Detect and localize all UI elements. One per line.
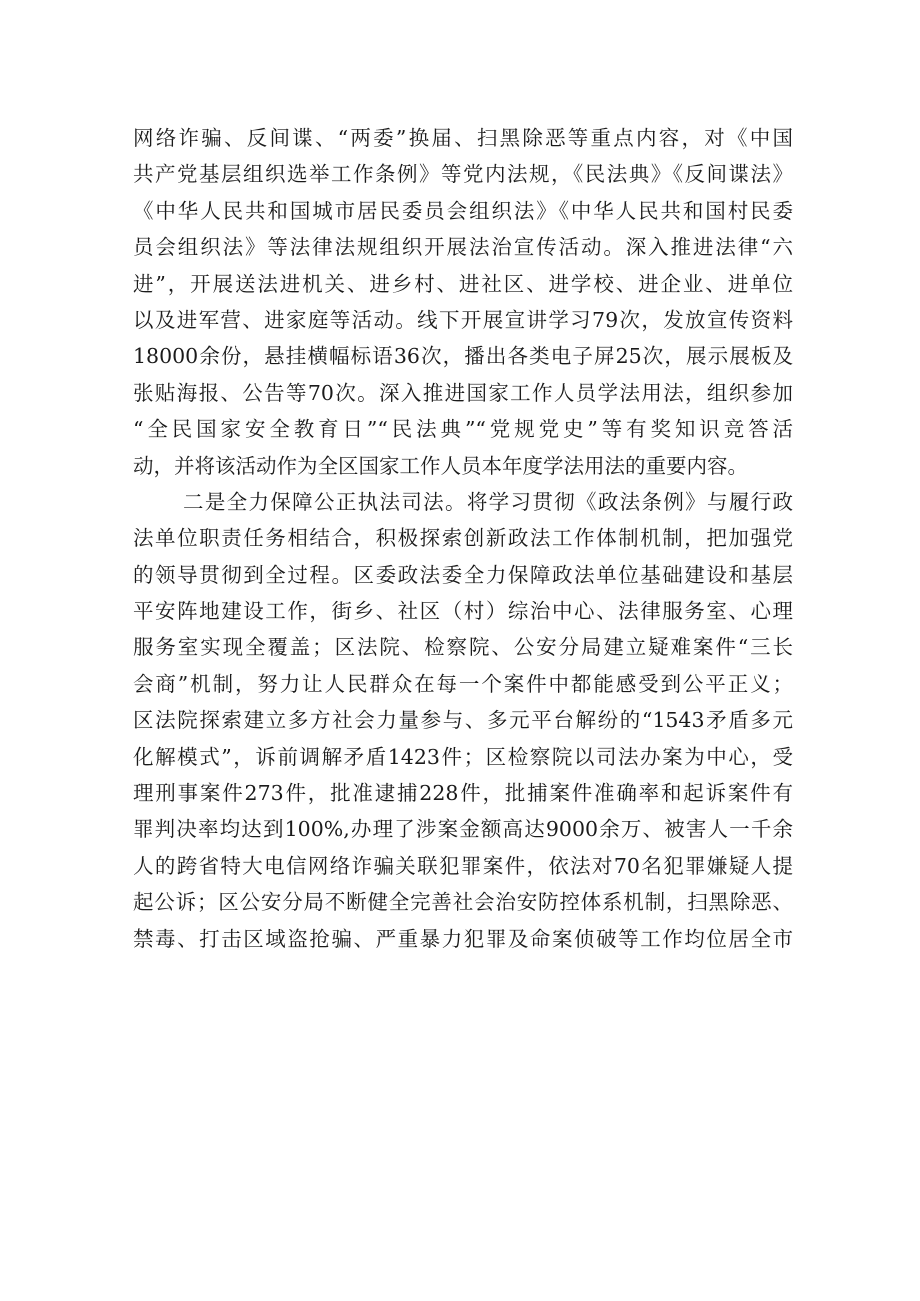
text-line: 化解模式”，诉前调解矛盾1423件；区检察院以司法办案为中心，受	[133, 744, 793, 769]
text-line: 以及进军营、进家庭等活动。线下开展宣讲学习79次，发放宣传资料	[133, 307, 793, 332]
text-line: 18000余份，悬挂横幅标语36次，播出各类电子屏25次，展示展板及	[133, 344, 793, 369]
text-line: 进”，开展送法进机关、进乡村、进社区、进学校、进企业、进单位	[133, 271, 793, 296]
text-line: 禁毒、打击区域盗抢骗、严重暴力犯罪及命案侦破等工作均位居全市	[133, 926, 793, 951]
text-line: 罪判决率均达到100%,办理了涉案金额高达9000余万、被害人一千余	[133, 817, 793, 842]
text-line: 员会组织法》等法律法规组织开展法治宣传活动。深入推进法律“六	[133, 235, 793, 260]
paragraph-1	[133, 120, 793, 484]
text-line: 起公诉；区公安分局不断健全完善社会治安防控体系机制，扫黑除恶、	[133, 890, 793, 915]
text-line: 共产党基层组织选举工作条例》等党内法规，《民法典》《反间谍法》	[133, 162, 793, 187]
text-line: 动，并将该活动作为全区国家工作人员本年度学法用法的重要内容。	[133, 453, 748, 478]
paragraph-2	[133, 484, 793, 957]
text-line: 网络诈骗、反间谍、“两委”换届、扫黑除恶等重点内容，对《中国	[133, 126, 793, 150]
text-line: 区法院探索建立多方社会力量参与、多元平台解纷的“1543矛盾多元	[133, 708, 793, 733]
text-line: 人的跨省特大电信网络诈骗关联犯罪案件，依法对70名犯罪嫌疑人提	[133, 853, 793, 878]
text-line: “全民国家安全教育日”“民法典”“党规党史”等有奖知识竞答活	[133, 417, 793, 442]
document-body	[133, 120, 793, 957]
text-line: 会商”机制，努力让人民群众在每一个案件中都能感受到公平正义；	[133, 671, 793, 696]
text-line: 的领导贯彻到全过程。区委政法委全力保障政法单位基础建设和基层	[133, 562, 793, 587]
text-line: 二是全力保障公正执法司法。将学习贯彻《政法条例》与履行政	[183, 489, 793, 514]
text-line: 理刑事案件273件，批准逮捕228件，批捕案件准确率和起诉案件有	[133, 781, 793, 806]
text-line: 法单位职责任务相结合，积极探索创新政法工作体制机制，把加强党	[133, 526, 793, 551]
text-line: 平安阵地建设工作，街乡、社区（村）综治中心、法律服务室、心理	[133, 599, 793, 624]
text-line: 张贴海报、公告等70次。深入推进国家工作人员学法用法，组织参加	[133, 380, 793, 405]
text-line: 《中华人民共和国城市居民委员会组织法》《中华人民共和国村民委	[133, 198, 793, 223]
text-line: 服务室实现全覆盖；区法院、检察院、公安分局建立疑难案件“三长	[133, 635, 793, 660]
